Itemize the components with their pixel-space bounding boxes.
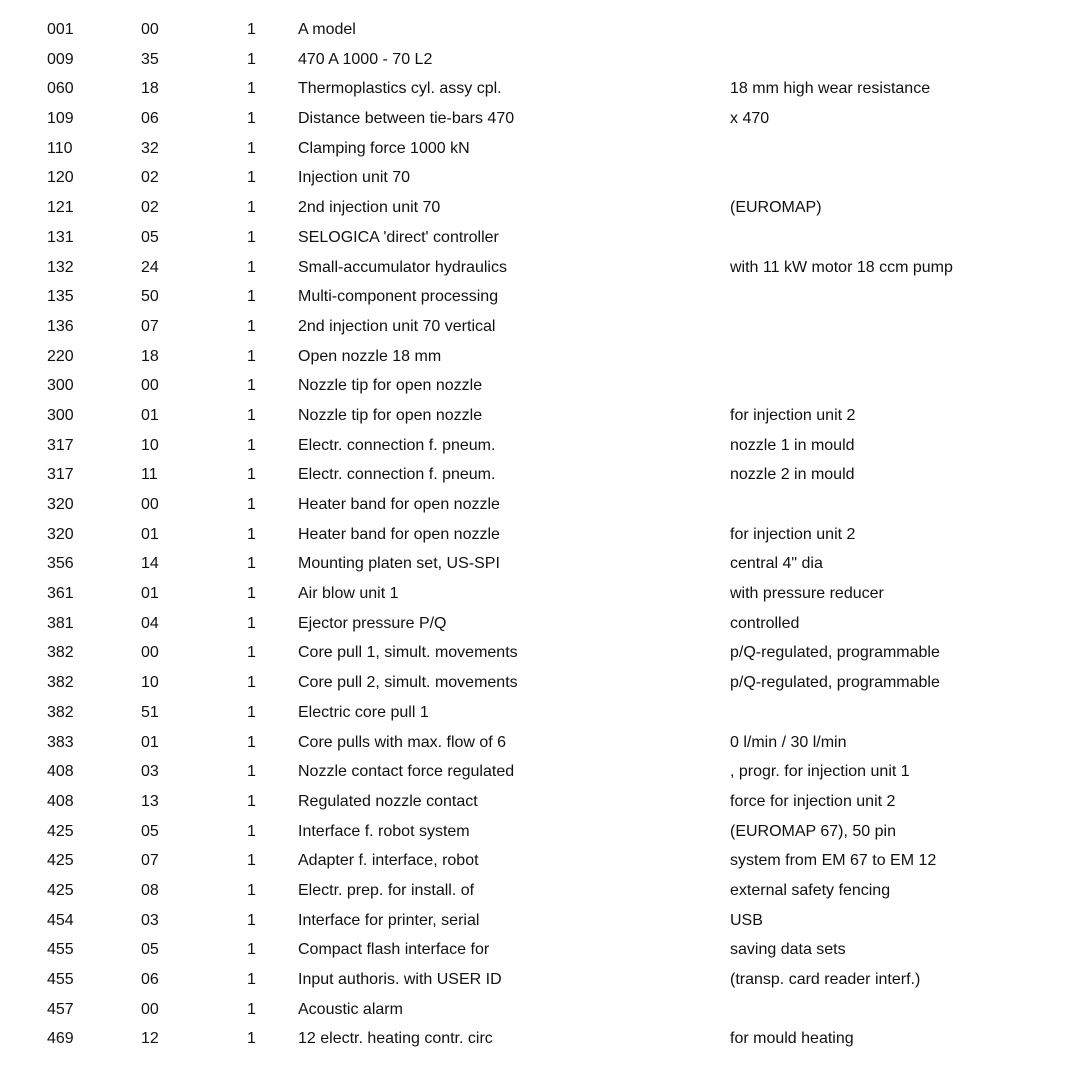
option-code: 408 xyxy=(47,792,74,810)
list-row xyxy=(0,342,1085,372)
option-code: 425 xyxy=(47,822,74,840)
option-code: 457 xyxy=(47,1000,74,1018)
option-code: 356 xyxy=(47,555,74,573)
detail-note: 0 l/min / 30 l/min xyxy=(730,733,847,751)
variant-code: 07 xyxy=(141,852,159,870)
variant-code: 07 xyxy=(141,317,159,335)
list-row xyxy=(0,45,1085,75)
description: Electric core pull 1 xyxy=(298,703,429,721)
list-row xyxy=(0,876,1085,906)
option-code: 425 xyxy=(47,881,74,899)
description: Multi-component processing xyxy=(298,288,499,306)
detail-note: , progr. for injection unit 1 xyxy=(730,763,910,781)
quantity: 1 xyxy=(247,288,256,306)
variant-code: 18 xyxy=(141,80,159,98)
detail-note: (transp. card reader interf.) xyxy=(730,971,921,988)
description: Ejector pressure P/Q xyxy=(298,614,447,632)
option-code: 009 xyxy=(47,50,74,68)
detail-note: system from EM 67 to EM 12 xyxy=(730,852,937,870)
option-code: 121 xyxy=(47,199,74,217)
detail-note: with pressure reducer xyxy=(730,585,884,603)
variant-code: 32 xyxy=(141,139,159,157)
option-code: 220 xyxy=(47,347,74,365)
option-code: 382 xyxy=(47,644,74,662)
option-code: 469 xyxy=(47,1030,74,1048)
list-row xyxy=(0,520,1085,550)
description: 2nd injection unit 70 xyxy=(298,199,441,217)
quantity: 1 xyxy=(247,1000,256,1018)
detail-note: for injection unit 2 xyxy=(730,406,856,424)
option-code: 408 xyxy=(47,763,74,781)
detail-note: saving data sets xyxy=(730,941,846,959)
option-code: 455 xyxy=(47,941,74,959)
detail-note: (EUROMAP 67), 50 pin xyxy=(730,822,896,840)
description: Nozzle tip for open nozzle xyxy=(298,406,483,424)
description: Nozzle contact force regulated xyxy=(298,763,515,781)
variant-code: 51 xyxy=(141,703,159,721)
quantity: 1 xyxy=(247,50,256,68)
variant-code: 12 xyxy=(141,1030,159,1048)
variant-code: 00 xyxy=(141,377,159,395)
option-code: 300 xyxy=(47,406,74,424)
detail-note: x 470 xyxy=(730,110,770,128)
variant-code: 35 xyxy=(141,50,159,68)
description: Injection unit 70 xyxy=(298,169,411,187)
option-code: 131 xyxy=(47,228,74,246)
list-row xyxy=(0,134,1085,164)
description: Electr. connection f. pneum. xyxy=(298,466,496,484)
list-row xyxy=(0,460,1085,490)
quantity: 1 xyxy=(247,585,256,603)
quantity: 1 xyxy=(247,496,256,513)
option-code: 320 xyxy=(47,496,74,513)
list-row xyxy=(0,609,1085,639)
quantity: 1 xyxy=(247,733,256,751)
option-code: 135 xyxy=(47,288,74,306)
detail-note: p/Q-regulated, programmable xyxy=(730,644,940,662)
option-code: 132 xyxy=(47,258,74,276)
list-row xyxy=(0,74,1085,104)
list-row xyxy=(0,1024,1085,1054)
description: Acoustic alarm xyxy=(298,1000,403,1018)
option-code: 361 xyxy=(47,585,74,603)
description: SELOGICA 'direct' controller xyxy=(298,228,499,246)
variant-code: 05 xyxy=(141,228,159,246)
variant-code: 11 xyxy=(141,466,158,484)
quantity: 1 xyxy=(247,703,256,721)
option-code: 320 xyxy=(47,525,74,543)
description: Compact flash interface for xyxy=(298,941,490,959)
description: A model xyxy=(298,21,356,38)
description: Distance between tie-bars 470 xyxy=(298,110,515,128)
option-code: 317 xyxy=(47,466,74,484)
detail-note: (EUROMAP) xyxy=(730,199,822,217)
list-row xyxy=(0,371,1085,401)
detail-note: USB xyxy=(730,911,763,929)
variant-code: 01 xyxy=(141,406,159,424)
detail-note: with 11 kW motor 18 ccm pump xyxy=(730,258,953,276)
variant-code: 00 xyxy=(141,1000,159,1018)
variant-code: 03 xyxy=(141,911,159,929)
list-row xyxy=(0,253,1085,283)
quantity: 1 xyxy=(247,258,256,276)
variant-code: 05 xyxy=(141,941,159,959)
quantity: 1 xyxy=(247,139,256,157)
quantity: 1 xyxy=(247,169,256,187)
list-row xyxy=(0,163,1085,193)
description: 2nd injection unit 70 vertical xyxy=(298,317,496,335)
detail-note: force for injection unit 2 xyxy=(730,792,896,810)
option-code: 383 xyxy=(47,733,74,751)
quantity: 1 xyxy=(247,525,256,543)
quantity: 1 xyxy=(247,971,256,988)
variant-code: 24 xyxy=(141,258,159,276)
description: Interface for printer, serial xyxy=(298,911,480,929)
list-row xyxy=(0,549,1085,579)
variant-code: 01 xyxy=(141,733,159,751)
detail-note: controlled xyxy=(730,614,800,632)
detail-note: central 4" dia xyxy=(730,555,823,573)
detail-note: external safety fencing xyxy=(730,881,891,899)
description: Core pull 1, simult. movements xyxy=(298,644,518,662)
quantity: 1 xyxy=(247,199,256,217)
quantity: 1 xyxy=(247,881,256,899)
quantity: 1 xyxy=(247,1030,256,1048)
list-row xyxy=(0,193,1085,223)
description: Thermoplastics cyl. assy cpl. xyxy=(298,80,502,98)
list-row xyxy=(0,15,1085,45)
list-row xyxy=(0,757,1085,787)
quantity: 1 xyxy=(247,228,256,246)
quantity: 1 xyxy=(247,763,256,781)
variant-code: 00 xyxy=(141,644,159,662)
option-code: 060 xyxy=(47,80,74,98)
list-row xyxy=(0,579,1085,609)
variant-code: 01 xyxy=(141,525,159,543)
variant-code: 13 xyxy=(141,792,159,810)
option-code: 382 xyxy=(47,674,74,692)
list-row xyxy=(0,312,1085,342)
description: 470 A 1000 - 70 L2 xyxy=(298,50,433,68)
description: 12 electr. heating contr. circ xyxy=(298,1030,493,1048)
description: Interface f. robot system xyxy=(298,822,470,840)
quantity: 1 xyxy=(247,317,256,335)
list-row xyxy=(0,995,1085,1025)
variant-code: 05 xyxy=(141,822,159,840)
quantity: 1 xyxy=(247,21,256,38)
variant-code: 03 xyxy=(141,763,159,781)
description: Air blow unit 1 xyxy=(298,585,399,603)
quantity: 1 xyxy=(247,911,256,929)
quantity: 1 xyxy=(247,436,256,454)
variant-code: 06 xyxy=(141,971,159,988)
description: Mounting platen set, US-SPI xyxy=(298,555,500,573)
quantity: 1 xyxy=(247,406,256,424)
option-code: 001 xyxy=(47,21,74,38)
variant-code: 00 xyxy=(141,496,159,513)
description: Core pulls with max. flow of 6 xyxy=(298,733,507,751)
description: Input authoris. with USER ID xyxy=(298,971,502,988)
list-row xyxy=(0,223,1085,253)
option-code: 382 xyxy=(47,703,74,721)
option-code: 455 xyxy=(47,971,74,988)
quantity: 1 xyxy=(247,852,256,870)
list-row xyxy=(0,906,1085,936)
list-row xyxy=(0,431,1085,461)
detail-note: nozzle 1 in mould xyxy=(730,436,855,454)
option-code: 110 xyxy=(47,139,73,157)
variant-code: 10 xyxy=(141,674,159,692)
quantity: 1 xyxy=(247,644,256,662)
equipment-list xyxy=(0,15,1085,1054)
option-code: 317 xyxy=(47,436,74,454)
option-code: 381 xyxy=(47,614,74,632)
detail-note: for mould heating xyxy=(730,1030,854,1048)
detail-note: 18 mm high wear resistance xyxy=(730,80,931,98)
quantity: 1 xyxy=(247,110,256,128)
quantity: 1 xyxy=(247,674,256,692)
description: Regulated nozzle contact xyxy=(298,792,478,810)
description: Electr. prep. for install. of xyxy=(298,881,475,899)
variant-code: 08 xyxy=(141,881,159,899)
variant-code: 10 xyxy=(141,436,159,454)
list-row xyxy=(0,490,1085,520)
quantity: 1 xyxy=(247,80,256,98)
quantity: 1 xyxy=(247,941,256,959)
variant-code: 00 xyxy=(141,21,159,38)
option-code: 109 xyxy=(47,110,74,128)
description: Clamping force 1000 kN xyxy=(298,139,470,157)
list-row xyxy=(0,728,1085,758)
variant-code: 06 xyxy=(141,110,159,128)
variant-code: 02 xyxy=(141,199,159,217)
variant-code: 18 xyxy=(141,347,159,365)
option-code: 454 xyxy=(47,911,74,929)
detail-note: nozzle 2 in mould xyxy=(730,466,855,484)
list-row xyxy=(0,787,1085,817)
quantity: 1 xyxy=(247,614,256,632)
list-row xyxy=(0,668,1085,698)
detail-note: for injection unit 2 xyxy=(730,525,856,543)
list-row xyxy=(0,282,1085,312)
option-code: 425 xyxy=(47,852,74,870)
list-row xyxy=(0,401,1085,431)
description: Nozzle tip for open nozzle xyxy=(298,377,483,395)
option-code: 300 xyxy=(47,377,74,395)
list-row xyxy=(0,965,1085,995)
variant-code: 50 xyxy=(141,288,159,306)
quantity: 1 xyxy=(247,347,256,365)
variant-code: 14 xyxy=(141,555,159,573)
description: Core pull 2, simult. movements xyxy=(298,674,518,692)
variant-code: 02 xyxy=(141,169,159,187)
option-code: 120 xyxy=(47,169,74,187)
list-row xyxy=(0,638,1085,668)
quantity: 1 xyxy=(247,466,256,484)
option-code: 136 xyxy=(47,317,74,335)
list-row xyxy=(0,935,1085,965)
variant-code: 04 xyxy=(141,614,159,632)
quantity: 1 xyxy=(247,377,256,395)
quantity: 1 xyxy=(247,792,256,810)
description: Adapter f. interface, robot xyxy=(298,852,479,870)
quantity: 1 xyxy=(247,822,256,840)
quantity: 1 xyxy=(247,555,256,573)
variant-code: 01 xyxy=(141,585,159,603)
description: Small-accumulator hydraulics xyxy=(298,258,507,276)
description: Open nozzle 18 mm xyxy=(298,347,442,365)
description: Electr. connection f. pneum. xyxy=(298,436,496,454)
description: Heater band for open nozzle xyxy=(298,496,500,513)
list-row xyxy=(0,698,1085,728)
detail-note: p/Q-regulated, programmable xyxy=(730,674,940,692)
list-row xyxy=(0,846,1085,876)
description: Heater band for open nozzle xyxy=(298,525,500,543)
list-row xyxy=(0,817,1085,847)
list-row xyxy=(0,104,1085,134)
